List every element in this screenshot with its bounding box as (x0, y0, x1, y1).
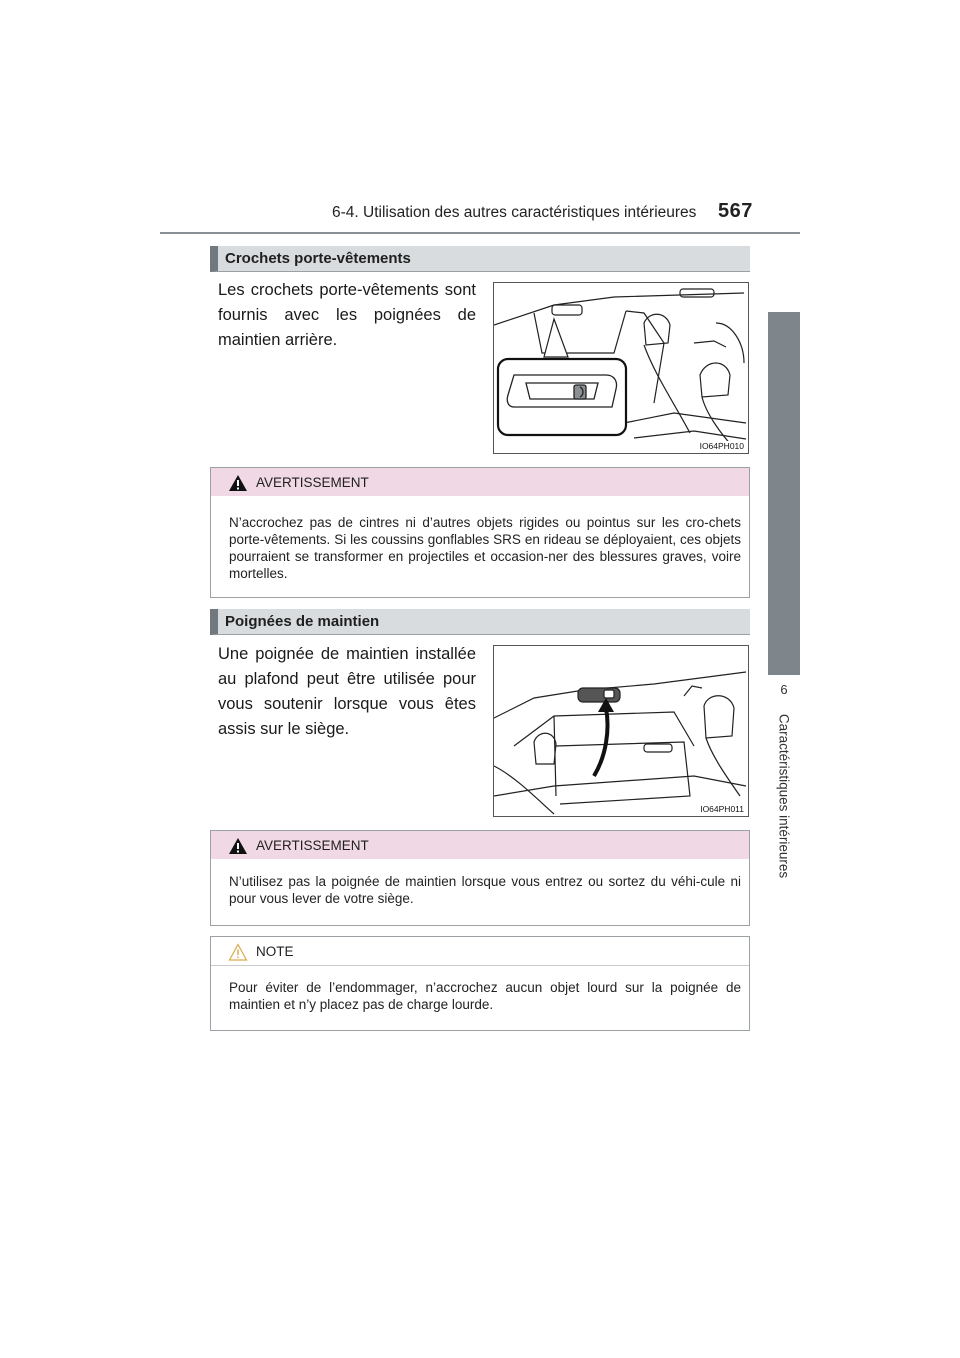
note-text: Pour éviter de l’endommager, n’accrochez aucun objet lourd sur la poignée de maintien et n’y placez pas de charge lourde. (229, 980, 741, 1012)
page-number: 567 (718, 200, 753, 222)
warning-text: N’accrochez pas de cintres ni d’autres objets rigides ou pointus sur les cro-chets porte-vêtements. Si les coussins gonflables SRS en rideau se déployaient, ces objets pourraient se transformer en projectiles et occasion-ner des blessures graves, voire mortelles. (229, 515, 741, 581)
grab-handle-drawing (494, 646, 748, 816)
warning-label: AVERTISSEMENT (256, 838, 369, 853)
warning-triangle-icon (228, 474, 248, 492)
running-header-section-title: 6-4. Utilisation des autres caractéristiques intérieures (332, 204, 697, 221)
note-header (211, 937, 749, 966)
chapter-tab (768, 312, 800, 675)
coat-hook-drawing (494, 283, 748, 453)
header-rule (160, 232, 800, 234)
note-box-grab-handles (210, 936, 750, 1031)
figure-code: IO64PH010 (699, 441, 744, 451)
coat-hook-illustration (493, 282, 749, 454)
note-label: NOTE (256, 944, 294, 959)
warning-header (211, 831, 749, 859)
coat-hooks-description: Les crochets porte-vêtements sont fournis avec les poignées de maintien arrière. (218, 281, 476, 349)
warning-label: AVERTISSEMENT (256, 475, 369, 490)
chapter-number: 6 (780, 682, 788, 697)
section-heading-grab-handles: Poignées de maintien (210, 609, 750, 635)
warning-text: N’utilisez pas la poignée de maintien lorsque vous entrez ou sortez du véhi-cule ni pour vous lever de votre siège. (229, 874, 741, 906)
chapter-title: Caractéristiques intérieures (776, 713, 792, 879)
warning-header (211, 468, 749, 496)
warning-triangle-icon (228, 837, 248, 855)
figure-code: IO64PH011 (700, 804, 744, 814)
caution-triangle-icon (228, 943, 248, 961)
section-heading-coat-hooks: Crochets porte-vêtements (210, 246, 750, 272)
grab-handle-illustration (493, 645, 749, 817)
grab-handles-description: Une poignée de maintien installée au plafond peut être utilisée pour vous soutenir lorsque vous êtes assis sur le siège. (218, 645, 476, 738)
warning-box-coat-hooks (210, 467, 750, 598)
warning-box-grab-handles (210, 830, 750, 926)
